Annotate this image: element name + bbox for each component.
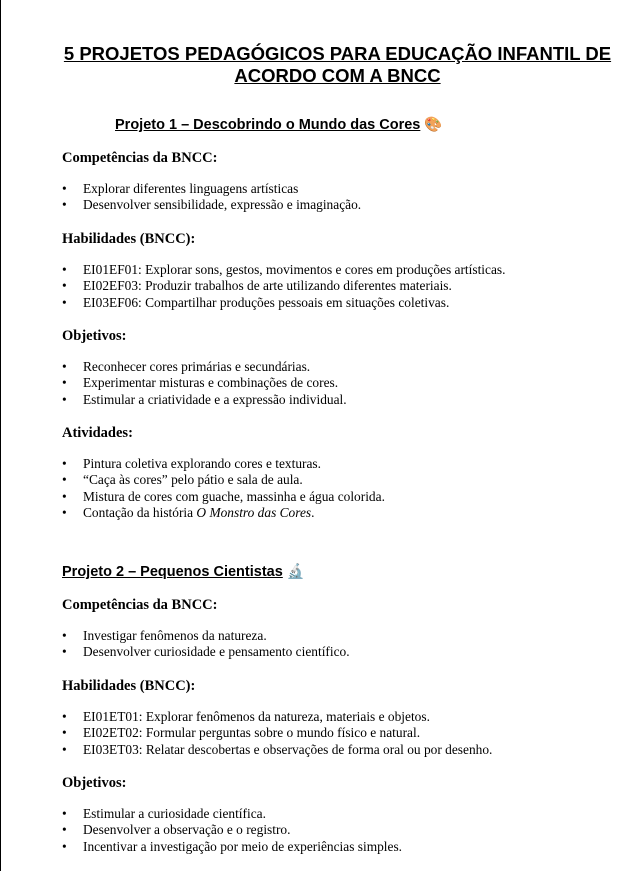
list-item: • EI02ET02: Formular perguntas sobre o mundo físico e natural.	[62, 725, 492, 741]
list-item: • Estimular a curiosidade científica.	[62, 806, 402, 822]
list-item: • Mistura de cores com guache, massinha e água colorida.	[62, 489, 385, 505]
project-2-habilidades-heading: Habilidades (BNCC):	[62, 678, 196, 694]
list-item: • Pintura coletiva explorando cores e texturas.	[62, 456, 385, 472]
project-2-objetivos-heading: Objetivos:	[62, 775, 127, 791]
list-item: • EI01EF01: Explorar sons, gestos, movimentos e cores em produções artísticas.	[62, 262, 505, 278]
list-item: • EI02EF03: Produzir trabalhos de arte utilizando diferentes materiais.	[62, 278, 505, 294]
book-title: O Monstro das Cores	[196, 504, 312, 520]
project-1-competencias-heading: Competências da BNCC:	[62, 150, 218, 166]
project-1-atividades-list	[62, 456, 385, 521]
list-item: • Estimular a criatividade e a expressão individual.	[62, 392, 347, 408]
list-item: • Explorar diferentes linguagens artísticas	[62, 181, 361, 197]
historia-suffix: .	[311, 504, 315, 520]
document-title: 5 PROJETOS PEDAGÓGICOS PARA EDUCAÇÃO INFANTIL DE ACORDO COM A BNCC	[63, 43, 612, 86]
palette-icon: 🎨	[424, 117, 443, 133]
project-1-title-text: Projeto 1 – Descobrindo o Mundo das Cores	[115, 117, 421, 133]
microscope-icon: 🔬	[286, 564, 305, 580]
project-1-atividades-heading: Atividades:	[62, 425, 133, 441]
project-1-competencias-list	[62, 181, 361, 214]
project-1-objetivos-heading: Objetivos:	[62, 328, 127, 344]
project-2-competencias-heading: Competências da BNCC:	[62, 597, 218, 613]
list-item	[62, 505, 385, 521]
project-2-objetivos-list	[62, 806, 402, 855]
list-item: • Desenvolver sensibilidade, expressão e imaginação.	[62, 197, 361, 213]
list-item: • Desenvolver a observação e o registro.	[62, 822, 402, 838]
list-item: • EI03EF06: Compartilhar produções pessoais em situações coletivas.	[62, 295, 505, 311]
list-item: • Reconhecer cores primárias e secundárias.	[62, 359, 347, 375]
project-2-competencias-list	[62, 628, 350, 661]
list-item: • Investigar fenômenos da natureza.	[62, 628, 350, 644]
list-item: • Experimentar misturas e combinações de cores.	[62, 375, 347, 391]
list-item: • EI01ET01: Explorar fenômenos da natureza, materiais e objetos.	[62, 709, 492, 725]
project-1-habilidades-list	[62, 262, 505, 311]
project-1-objetivos-list	[62, 359, 347, 408]
project-1-habilidades-heading: Habilidades (BNCC):	[62, 231, 196, 247]
historia-prefix: Contação da história	[83, 504, 197, 520]
list-item: • Incentivar a investigação por meio de experiências simples.	[62, 839, 402, 855]
project-2-habilidades-list	[62, 709, 492, 758]
list-item: • Desenvolver curiosidade e pensamento científico.	[62, 644, 350, 660]
list-item: • EI03ET03: Relatar descobertas e observações de forma oral ou por desenho.	[62, 742, 492, 758]
list-item: • “Caça às cores” pelo pátio e sala de aula.	[62, 472, 385, 488]
project-1-title	[115, 116, 442, 133]
project-2-title-text: Projeto 2 – Pequenos Cientistas	[62, 564, 283, 580]
project-2-title	[62, 563, 305, 580]
